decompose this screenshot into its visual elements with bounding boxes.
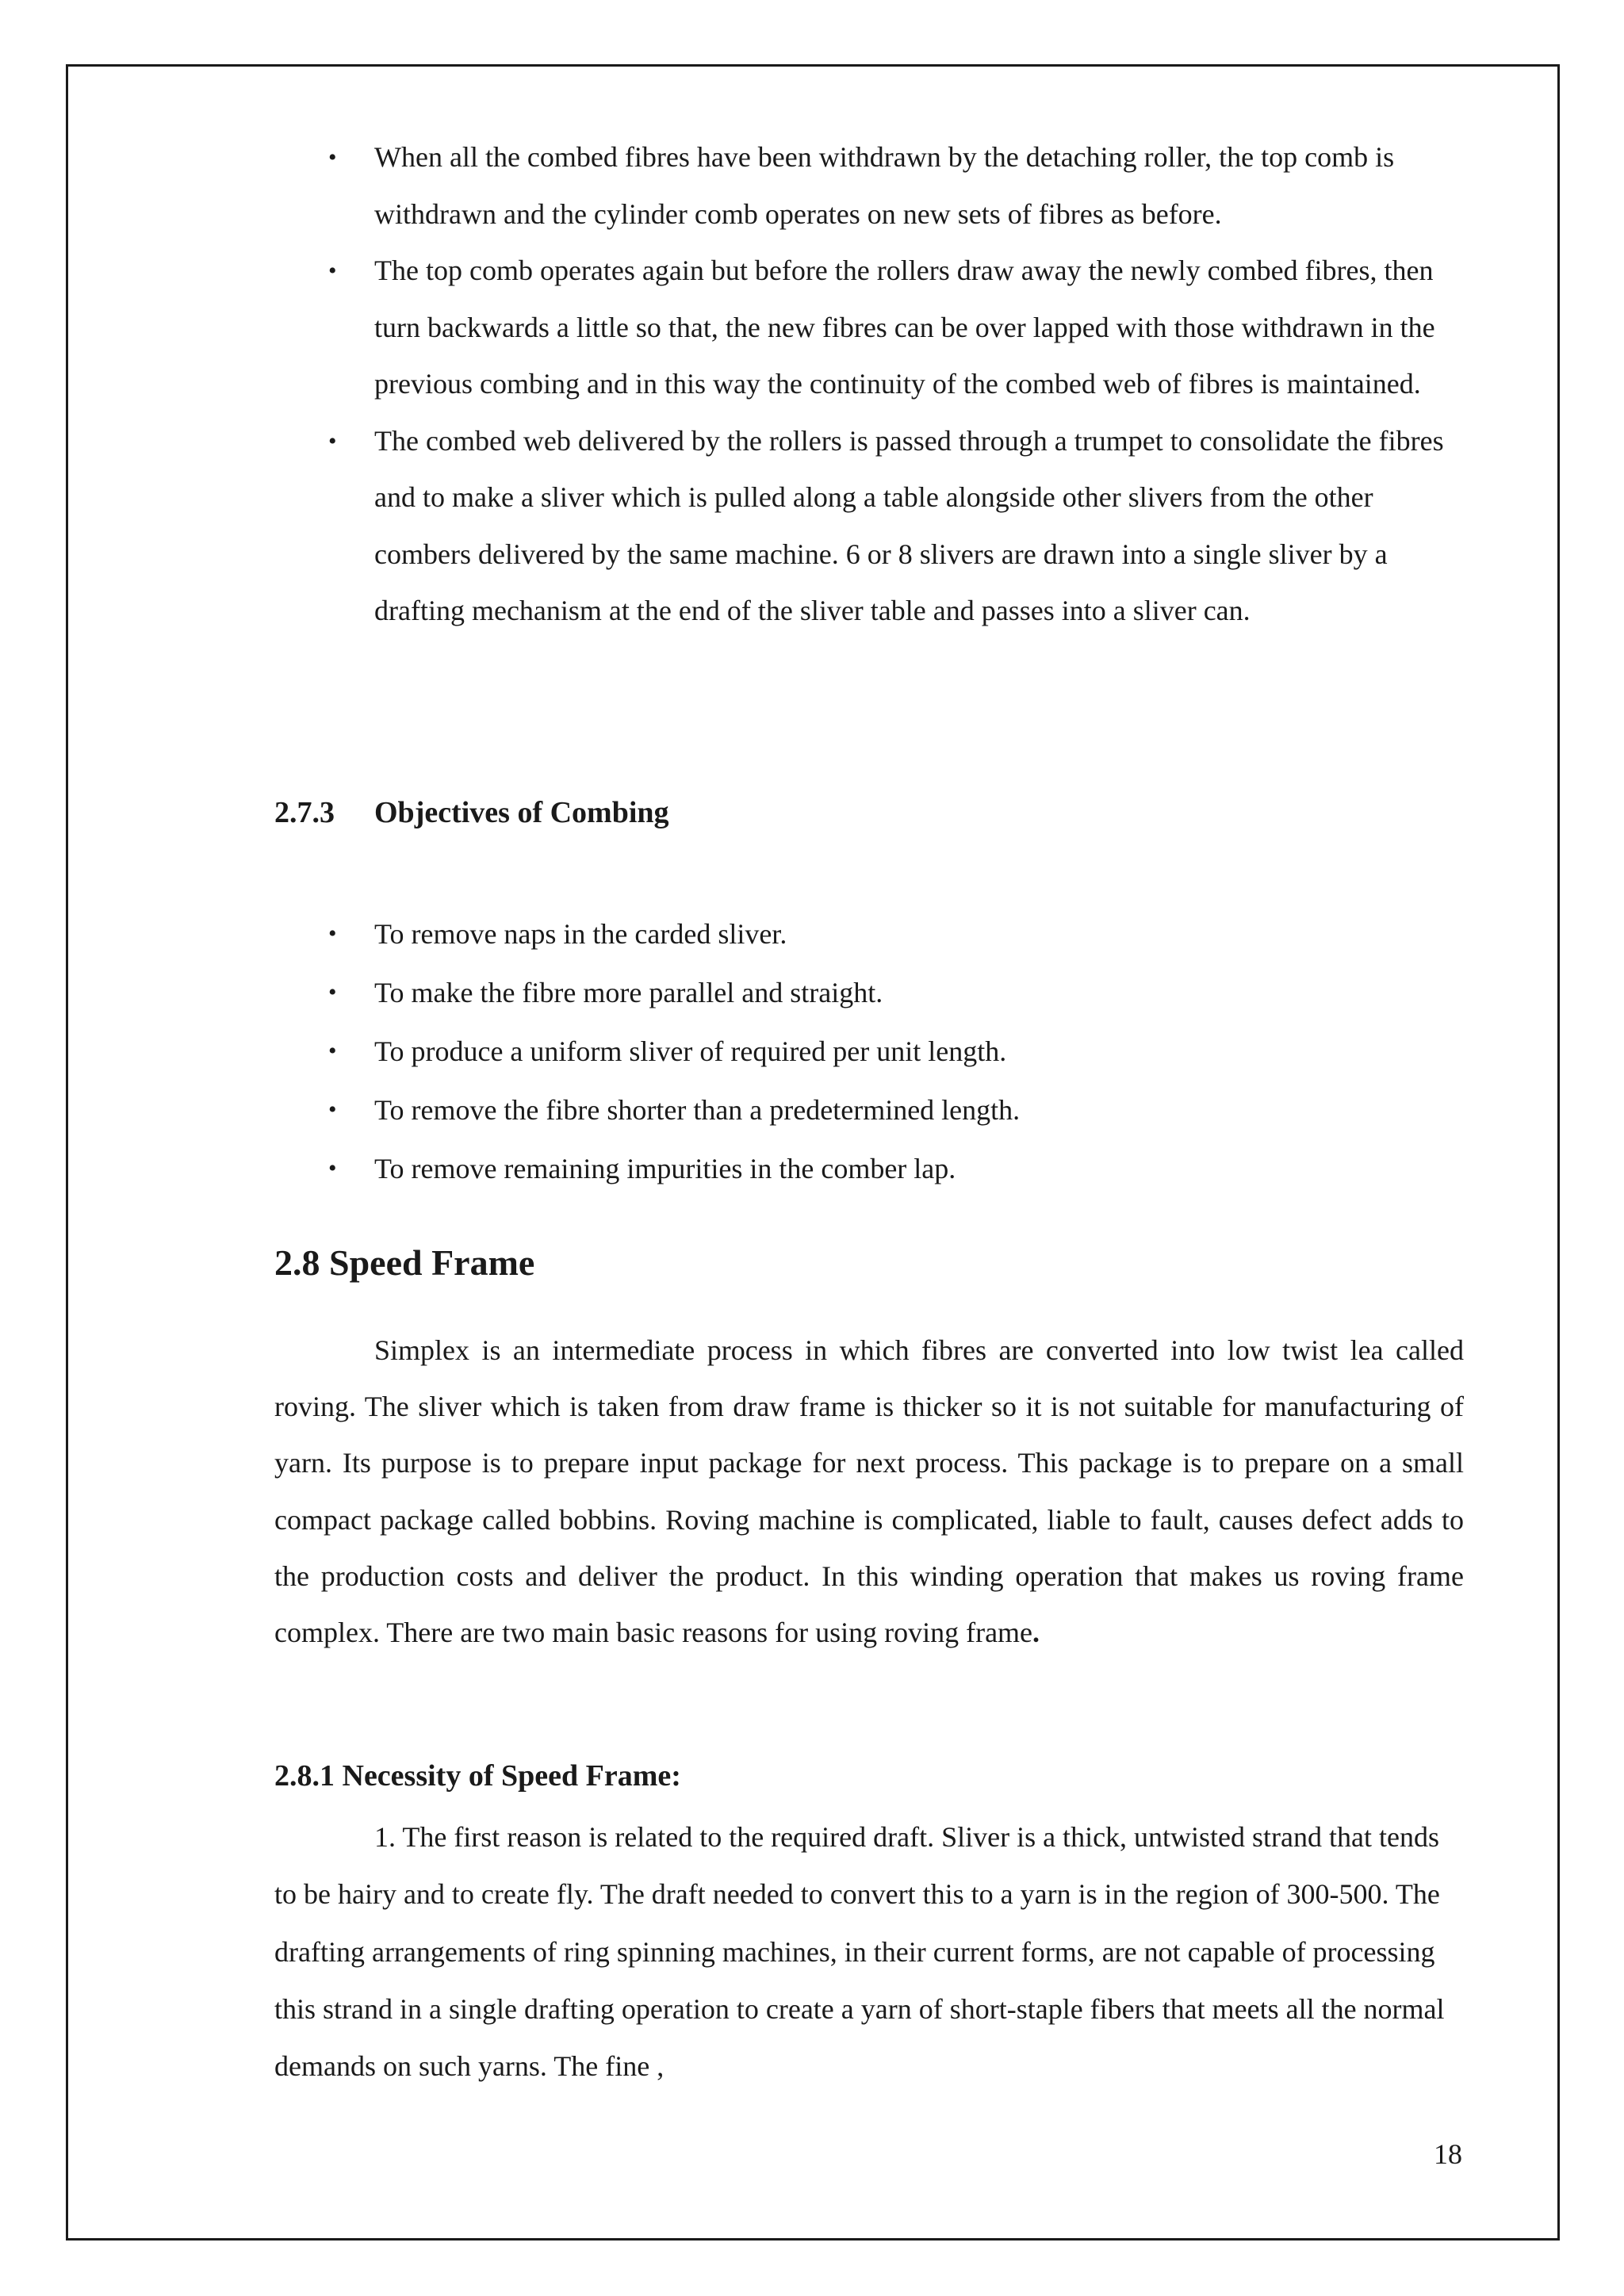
section-heading-2-8-1: 2.8.1 Necessity of Speed Frame: xyxy=(274,1759,681,1793)
list-item xyxy=(274,1081,1464,1139)
necessity-paragraph: 1. The first reason is related to the required draft. Sliver is a thick, untwisted strand that tends to be hairy and to create fly. The draft needed to convert this to a yarn is in the region of 300-500. The drafting arrangements of ring spinning machines, in their current forms, are not capable of processing this strand in a single drafting operation to create a yarn of short-staple fibers that meets all the normal demands on such yarns. The fine , xyxy=(274,1821,1445,2083)
list-item-text: To remove the fibre shorter than a predetermined length. xyxy=(374,1094,1021,1126)
list-item-text: When all the combed fibres have been withdrawn by the detaching roller, the top comb is withdrawn and the cylinder comb operates on new sets of fibres as before. xyxy=(374,141,1395,230)
list-item-text: The top comb operates again but before the rollers draw away the newly combed fibres, then turn backwards a little so that, the new fibres can be over lapped with those withdrawn in the previous combing and in this way the continuity of the combed web of fibres is maintained. xyxy=(374,254,1435,400)
bullet-icon: • xyxy=(328,979,337,1005)
section-heading-2-7-3 xyxy=(274,789,669,836)
speed-frame-paragraph xyxy=(274,1322,1464,1661)
list-item-text: To remove remaining impurities in the comber lap. xyxy=(374,1153,956,1184)
page-number: 18 xyxy=(1434,2138,1462,2170)
section-number: 2.7.3 xyxy=(274,796,335,829)
process-bullet-list xyxy=(274,129,1464,640)
paragraph-end: . xyxy=(1032,1617,1040,1649)
list-item xyxy=(274,905,1464,963)
list-item xyxy=(274,129,1464,243)
list-item xyxy=(274,1022,1464,1081)
bullet-icon: • xyxy=(328,258,337,284)
list-item-text: The combed web delivered by the rollers is passed through a trumpet to consolidate the fibres and to make a sliver which is pulled along a table alongside other slivers from the other combers delivered by the same machine. 6 or 8 slivers are drawn into a single sliver by a drafting mechanism at the end of the sliver table and passes into a sliver can. xyxy=(374,424,1444,626)
bullet-icon: • xyxy=(328,427,337,454)
bullet-icon: • xyxy=(328,1038,337,1064)
list-item-text: To produce a uniform sliver of required per unit length. xyxy=(374,1035,1007,1067)
bullet-icon: • xyxy=(328,920,337,947)
bullet-icon: • xyxy=(328,1155,337,1181)
paragraph-text: Simplex is an intermediate process in which fibres are converted into low twist lea called roving. The sliver which is taken from draw frame is thicker so it is not suitable for manufacturing of yarn. Its purpose is to prepare input package for next process. This package is to prepare on a small compact package called bobbins. Roving machine is complicated, liable to fault, causes defect adds to the production costs and deliver the product. In this winding operation that makes us roving frame complex. There are two main basic reasons for using roving frame xyxy=(274,1334,1464,1649)
bullet-icon: • xyxy=(328,144,337,170)
list-item-text: To make the fibre more parallel and straight. xyxy=(374,977,883,1008)
list-item xyxy=(274,963,1464,1022)
list-item-text: To remove naps in the carded sliver. xyxy=(374,918,787,950)
bullet-icon: • xyxy=(328,1096,337,1123)
list-item xyxy=(274,413,1464,640)
section-heading-2-8: 2.8 Speed Frame xyxy=(274,1242,535,1283)
list-item xyxy=(274,243,1464,413)
objectives-list xyxy=(274,905,1464,1198)
list-item xyxy=(274,1139,1464,1198)
section-title: Objectives of Combing xyxy=(374,796,669,829)
